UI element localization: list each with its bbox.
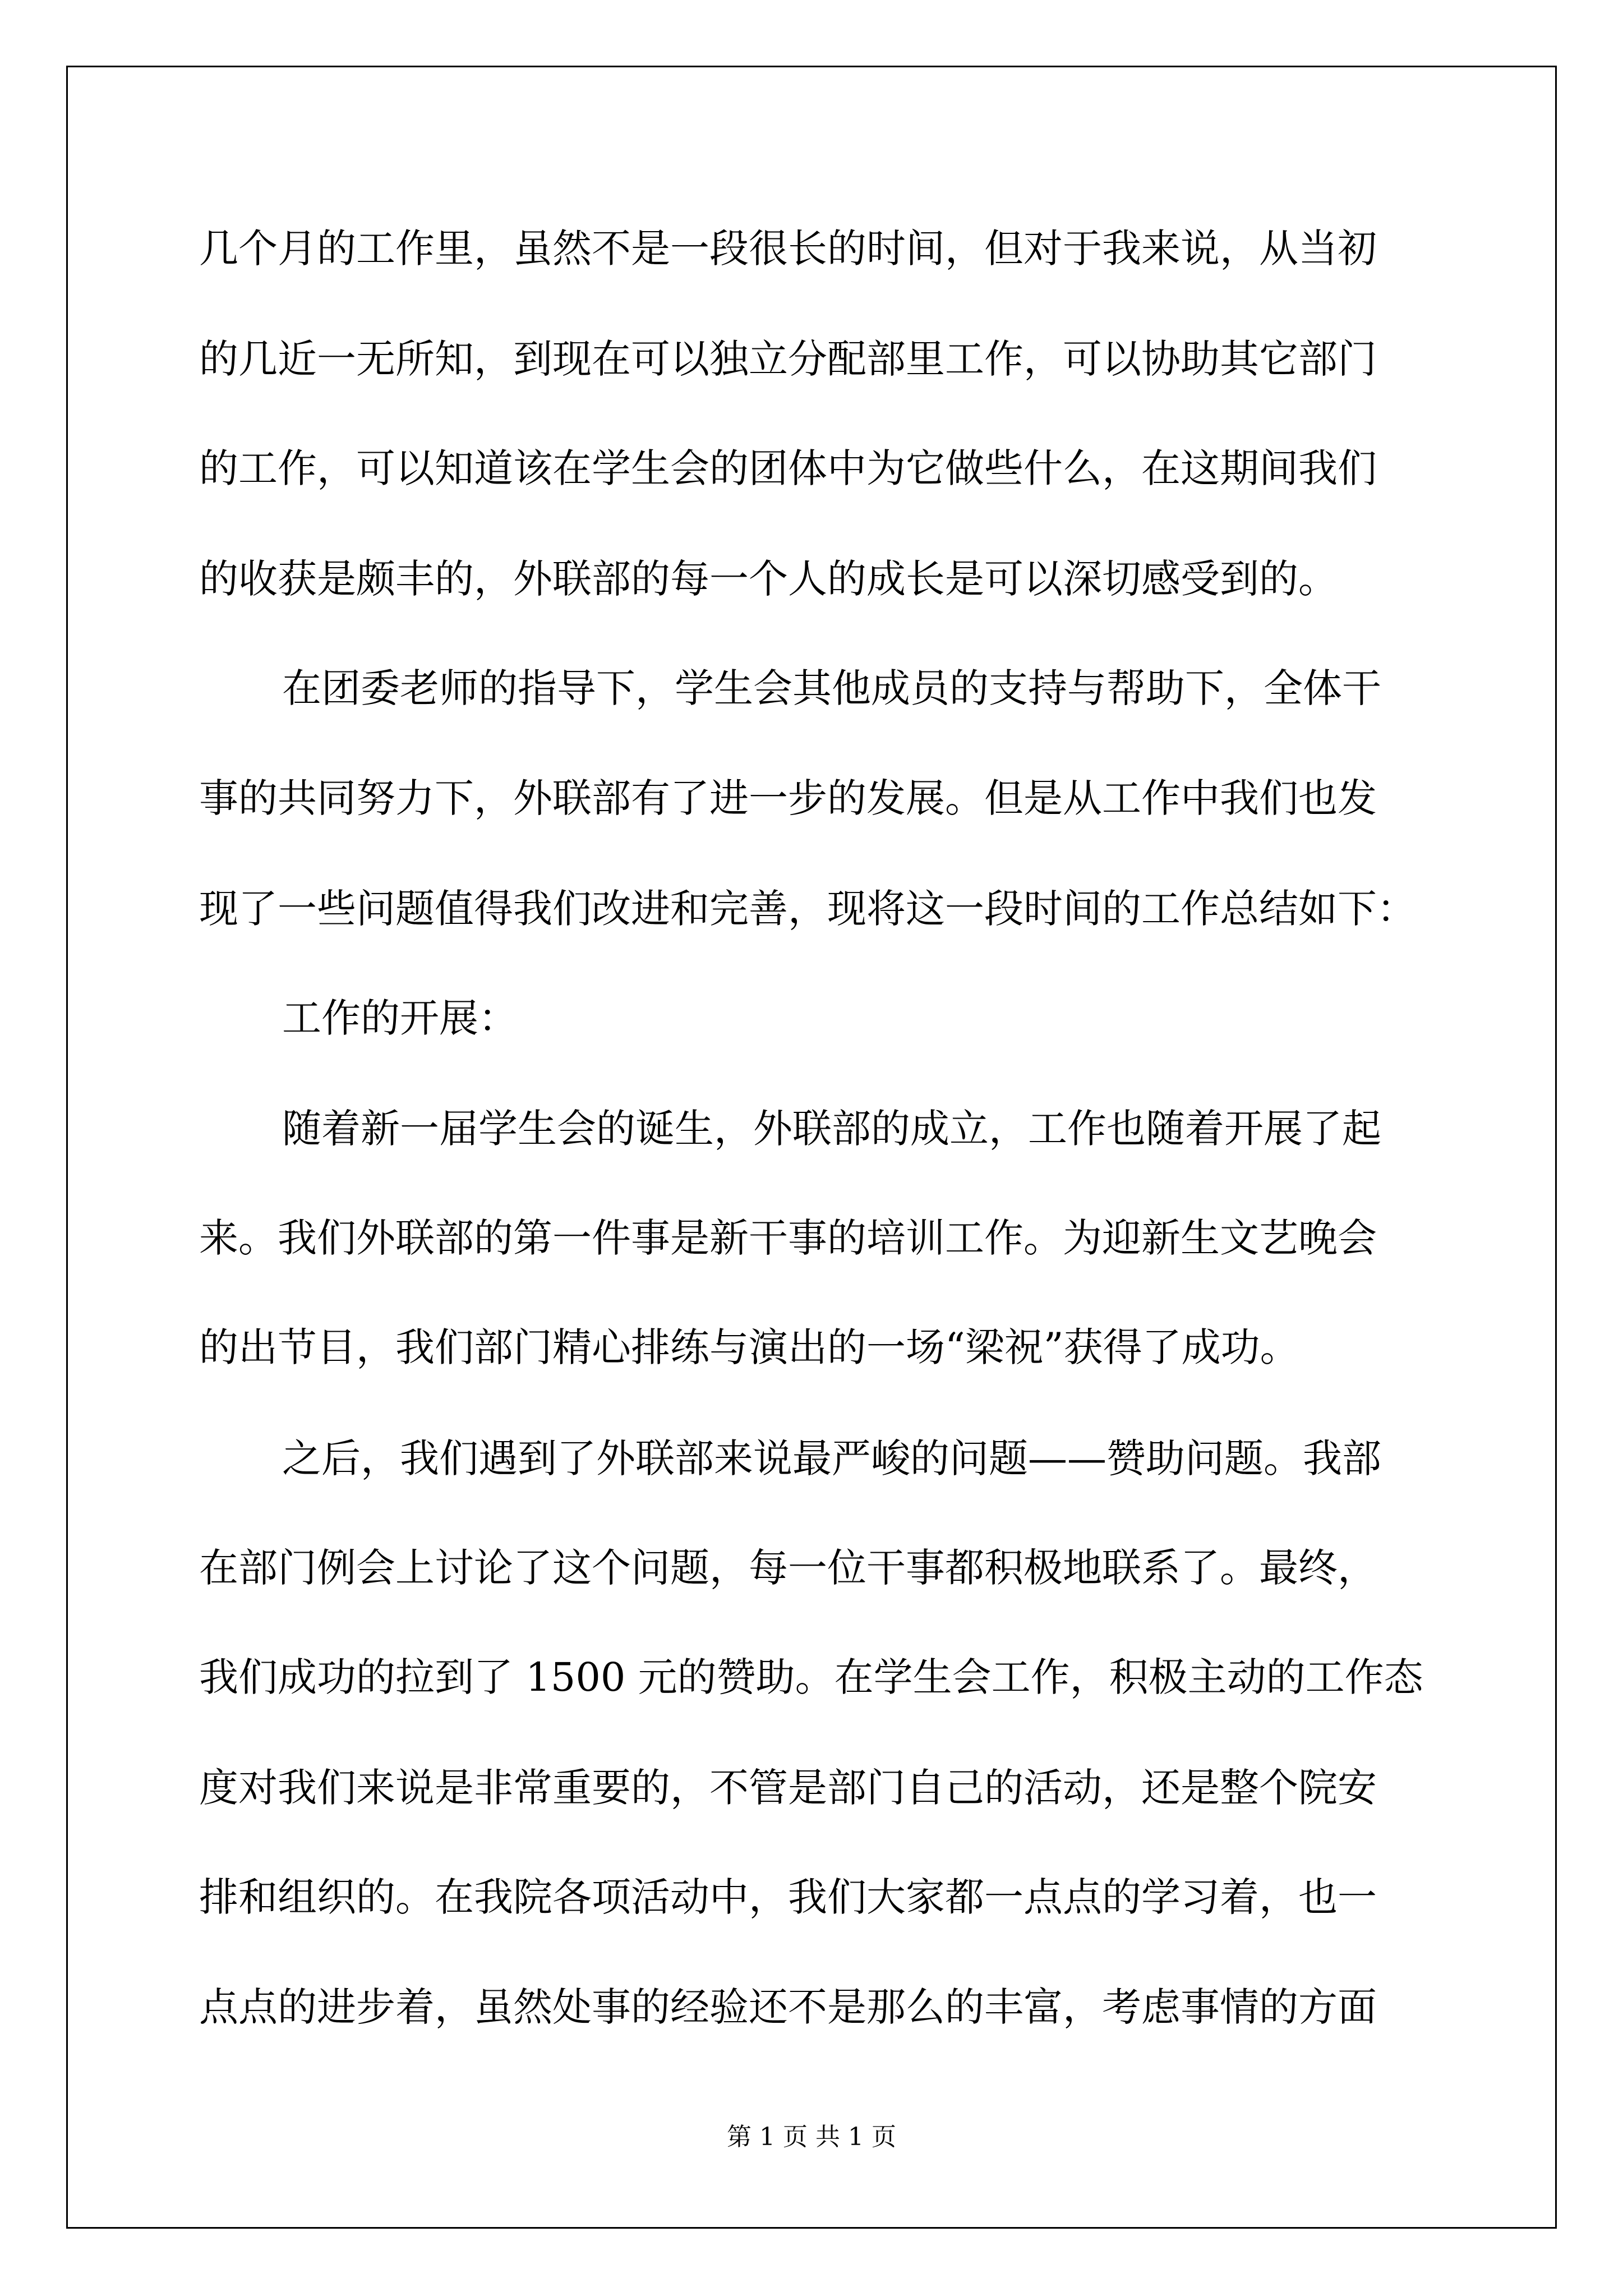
text-line: 度对我们来说是非常重要的，不管是部门自己的活动，还是整个院安 — [199, 1765, 1377, 1811]
section-heading: 工作的开展： — [282, 995, 518, 1041]
page-footer: 第 1 页 共 1 页 — [727, 2123, 896, 2151]
text-line: 几个月的工作里，虽然不是一段很长的时间，但对于我来说，从当初 — [199, 226, 1377, 272]
text-line: 的出节目，我们部门精心排练与演出的一场“梁祝”获得了成功。 — [199, 1324, 1299, 1370]
text-line: 的工作，可以知道该在学生会的团体中为它做些什么，在这期间我们 — [199, 445, 1377, 491]
text-line: 的几近一无所知，到现在可以独立分配部里工作，可以协助其它部门 — [199, 336, 1377, 382]
text-line: 我们成功的拉到了 1500 元的赞助。在学生会工作，积极主动的工作态 — [199, 1654, 1423, 1700]
text-line: 点点的进步着，虽然处事的经验还不是那么的丰富，考虑事情的方面 — [199, 1984, 1377, 2030]
text-line: 的收获是颇丰的，外联部的每一个人的成长是可以深切感受到的。 — [199, 556, 1338, 602]
text-line: 排和组织的。在我院各项活动中，我们大家都一点点的学习着，也一 — [199, 1874, 1377, 1920]
text-line: 在团委老师的指导下，学生会其他成员的支持与帮助下，全体干 — [282, 665, 1381, 711]
text-line: 在部门例会上讨论了这个问题，每一位干事都积极地联系了。最终， — [199, 1545, 1377, 1591]
text-line: 事的共同努力下，外联部有了进一步的发展。但是从工作中我们也发 — [199, 775, 1377, 821]
text-line: 随着新一届学生会的诞生，外联部的成立，工作也随着开展了起 — [282, 1106, 1381, 1152]
text-line: 现了一些问题值得我们改进和完善，现将这一段时间的工作总结如下： — [199, 886, 1416, 932]
text-line: 来。我们外联部的第一件事是新干事的培训工作。为迎新生文艺晚会 — [199, 1215, 1377, 1261]
text-line: 之后，我们遇到了外联部来说最严峻的问题——赞助问题。我部 — [282, 1435, 1381, 1481]
